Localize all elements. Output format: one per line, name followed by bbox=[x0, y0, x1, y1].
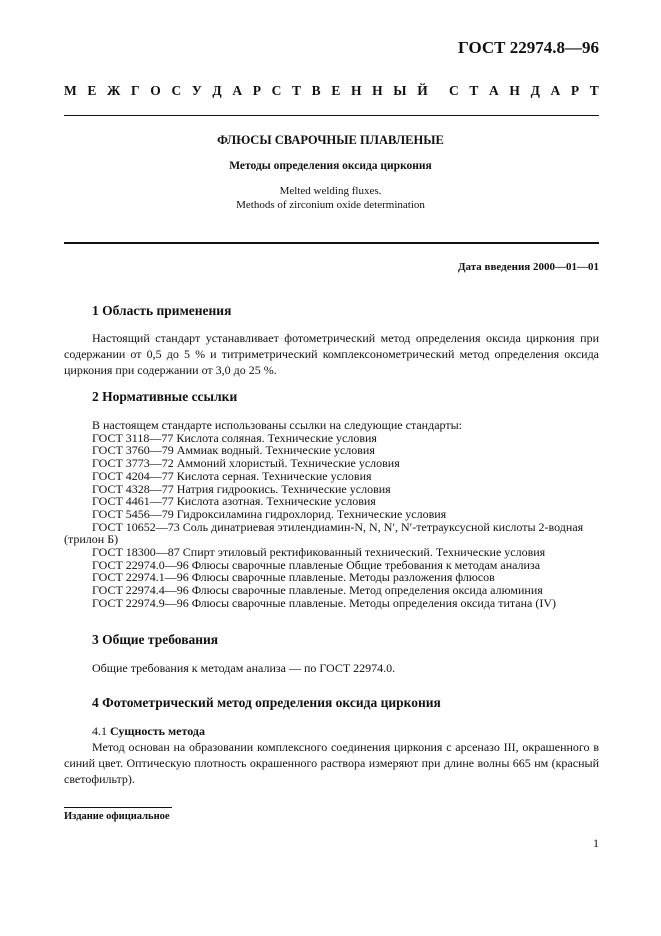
banner-letter: М bbox=[64, 83, 77, 98]
banner-letter: У bbox=[191, 83, 202, 98]
banner-letter: С bbox=[271, 83, 282, 98]
section-3-text: Общие требования к методам анализа — по ГОСТ 22974.0. bbox=[92, 661, 396, 675]
banner-letter: Д bbox=[212, 83, 222, 98]
reference-item: ГОСТ 4204—77 Кислота серная. Технические условия bbox=[92, 468, 372, 483]
banner-letter: А bbox=[232, 83, 243, 98]
reference-item: ГОСТ 22974.0—96 Флюсы сварочные плавленые Общие требования к методам анализа bbox=[92, 557, 541, 572]
references-intro: В настоящем стандарте использованы ссылки на следующие стандарты: bbox=[92, 418, 463, 432]
english-title-line-2: Methods of zirconium oxide determination bbox=[236, 199, 425, 211]
header-divider bbox=[64, 115, 599, 116]
reference-item: ГОСТ 22974.1—96 Флюсы сварочные плавленые. Методы разложения флюсов bbox=[92, 570, 495, 585]
reference-item: ГОСТ 5456—79 Гидроксиламина гидрохлорид. Технические условия bbox=[92, 506, 447, 521]
footer-divider bbox=[64, 807, 172, 808]
standard-number: ГОСТ 22974.8—96 bbox=[458, 38, 599, 57]
banner-letter: Р bbox=[570, 83, 580, 98]
banner-letter: Т bbox=[469, 83, 479, 98]
banner-letter: С bbox=[171, 83, 182, 98]
banner-letter: Р bbox=[252, 83, 261, 98]
subsection-number: 4.1 bbox=[92, 724, 107, 738]
section-4-heading: 4 Фотометрический метод определения оксида циркония bbox=[92, 695, 441, 710]
banner-letter: Ы bbox=[393, 83, 407, 98]
banner-letter: С bbox=[448, 83, 459, 98]
banner-letter: В bbox=[311, 83, 321, 98]
banner-letter: Н bbox=[350, 83, 362, 98]
reference-item: ГОСТ 3773—72 Аммоний хлористый. Технические условия bbox=[92, 456, 400, 471]
title-divider bbox=[64, 242, 599, 244]
reference-item: ГОСТ 22974.4—96 Флюсы сварочные плавленые. Метод определения оксида алюминия bbox=[92, 583, 543, 598]
subsection-4-1-heading bbox=[64, 723, 599, 739]
banner-letter: Н bbox=[509, 83, 520, 98]
banner-letter: А bbox=[550, 83, 561, 98]
reference-item: ГОСТ 18300—87 Спирт этиловый ректификованный технический. Технические условия bbox=[92, 545, 546, 560]
english-title-line-1: Melted welding fluxes. bbox=[279, 185, 382, 197]
banner-letter: Е bbox=[331, 83, 341, 98]
section-3-heading: 3 Общие требования bbox=[92, 632, 219, 647]
section-1-text: Настоящий стандарт устанавливает фотометрический метод определения оксида циркония при содержании от 0,5 до 5 % и титриметрический комплексонометрический метод определения оксида циркония при содержании от 3,0 до 25 %. bbox=[64, 331, 599, 377]
banner-letter: Т bbox=[589, 83, 599, 98]
subsection-4-1-text: Метод основан на образовании комплексного соединения циркония с арсеназо III, окрашенного в синий цвет. Оптическую плотность окрашенного раствора измеряют при длине волны 665 нм (красный светофильтр). bbox=[64, 740, 599, 786]
interstate-standard-banner bbox=[64, 83, 599, 99]
references-list bbox=[64, 419, 599, 610]
banner-letter: Т bbox=[292, 83, 302, 98]
subsection-title: Сущность метода bbox=[110, 724, 205, 738]
banner-letter: Н bbox=[372, 83, 383, 98]
reference-item: ГОСТ 10652—73 Соль динатриевая этилендиамин-N, N, N′, N′-тетрауксусной кислоты 2-водная (трилон Б) bbox=[64, 519, 584, 547]
banner-letter: Д bbox=[530, 83, 540, 98]
reference-item: ГОСТ 3118—77 Кислота соляная. Технические условия bbox=[92, 430, 377, 445]
section-2-heading: 2 Нормативные ссылки bbox=[92, 389, 238, 404]
banner-letter: А bbox=[489, 83, 499, 98]
reference-item: ГОСТ 4328—77 Натрия гидроокись. Технические условия bbox=[92, 481, 391, 496]
official-edition-label: Издание официальное bbox=[64, 811, 170, 822]
reference-item: ГОСТ 22974.9—96 Флюсы сварочные плавленые. Методы определения оксида титана (IV) bbox=[92, 595, 557, 610]
document-title: ФЛЮСЫ СВАРОЧНЫЕ ПЛАВЛЕНЫЕ bbox=[217, 133, 444, 147]
page-number: 1 bbox=[593, 836, 599, 850]
banner-letter: О bbox=[150, 83, 161, 98]
introduction-date: Дата введения 2000—01—01 bbox=[457, 261, 599, 273]
banner-letter: Ж bbox=[107, 83, 121, 98]
banner-letter: Е bbox=[87, 83, 97, 98]
banner-letter: Г bbox=[131, 83, 140, 98]
reference-item: ГОСТ 3760—79 Аммиак водный. Технические условия bbox=[92, 443, 375, 458]
document-subtitle: Методы определения оксида циркония bbox=[229, 160, 432, 172]
reference-item: ГОСТ 4461—77 Кислота азотная. Технические условия bbox=[92, 494, 376, 509]
banner-letter: Й bbox=[417, 83, 428, 98]
section-1-heading: 1 Область применения bbox=[92, 303, 232, 318]
